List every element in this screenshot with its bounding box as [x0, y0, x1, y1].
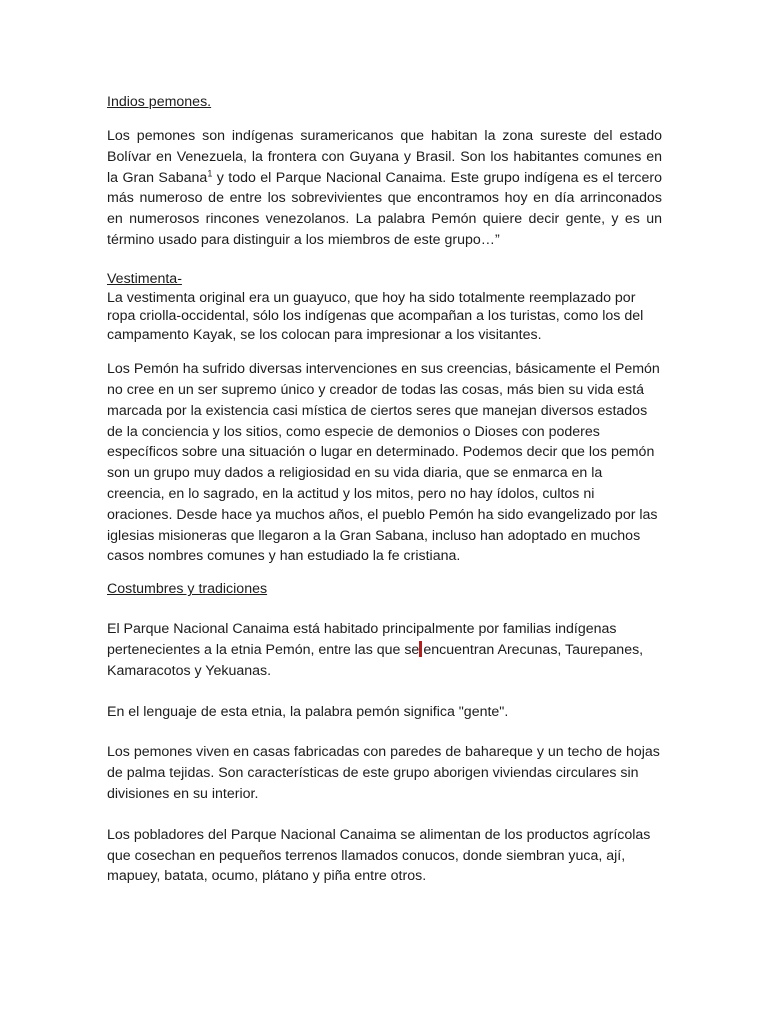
document-body: [107, 92, 662, 887]
heading-vestimenta: Vestimenta-: [107, 270, 182, 287]
paragraph-indios-text-b: y todo el Parque Nacional Canaima. Este grupo indígena es el tercero más numeroso de entre los sobrevivientes que encontramos hoy en día arrinconados en numerosos rincones venezolanos. La palabra Pemón quiere decir gente, y es un término usado para distinguir a los miembros de este grupo…”: [107, 169, 662, 248]
paragraph-costumbres-1: [107, 619, 662, 681]
paragraph-indios-text-a: Los pemones son indígenas suramericanos que habitan la zona sureste del estado Bolívar en Venezuela, la frontera con Guyana y Brasil. Son los habitantes comunes en la Gran Sabana: [107, 128, 662, 186]
footnote-mark[interactable]: 1: [207, 167, 213, 178]
paragraph-costumbres-4: Los pobladores del Parque Nacional Canaima se alimentan de los productos agrícolas que cosechan en pequeños terrenos llamados conucos, donde siembran yuca, ají, mapuey, batata, ocumo, plátano y piña entre otros.: [107, 826, 651, 885]
paragraph-costumbres-3: Los pemones viven en casas fabricadas con paredes de bahareque y un techo de hojas de palma tejidas. Son características de este grupo aborigen viviendas circulares sin divisiones en su interior.: [107, 744, 660, 803]
paragraph-indios: [107, 126, 662, 251]
heading-indios-pemones: Indios pemones.: [107, 94, 212, 110]
text-cursor: [419, 641, 422, 657]
paragraph-costumbres-1-text-b: encuentran Arecunas, Taurepanes, Kamaracotos y Yekuanas.: [107, 642, 644, 679]
paragraph-creencias: Los Pemón ha sufrido diversas intervenciones en sus creencias, básicamente el Pemón no cree en un ser supremo único y creador de todas las cosas, más bien su vida está marcada por la existencia casi mística de ciertos seres que manejan diversos estados de la conciencia y los sitios, como especie de demonios o Dioses con poderes específicos sobre una situación o lugar en determinado. Podemos decir que los pemón son un grupo muy dados a religiosidad en su vida diaria, que se enmarca en la creencia, en lo sagrado, en la actitud y los mitos, pero no hay ídolos, cultos ni oraciones. Desde hace ya muchos años, el pueblo Pemón ha sido evangelizado por las iglesias misioneras que llegaron a la Gran Sabana, incluso han adoptado en muchos casos nombres comunes y han estudiado la fe cristiana.: [107, 361, 660, 565]
paragraph-costumbres-2: En el lenguaje de esta etnia, la palabra pemón significa "gente".: [107, 703, 509, 720]
paragraph-vestimenta: La vestimenta original era un guayuco, que hoy ha sido totalmente reemplazado por ropa criolla-occidental, sólo los indígenas que acompañan a los turistas, como los del campamento Kayak, se los colocan para impresionar a los visitantes.: [107, 289, 644, 343]
paragraph-costumbres-1-text-a: El Parque Nacional Canaima está habitado principalmente por familias indígenas pertenecientes a la etnia Pemón, entre las que se: [107, 621, 617, 659]
heading-costumbres: Costumbres y tradiciones: [107, 581, 268, 598]
